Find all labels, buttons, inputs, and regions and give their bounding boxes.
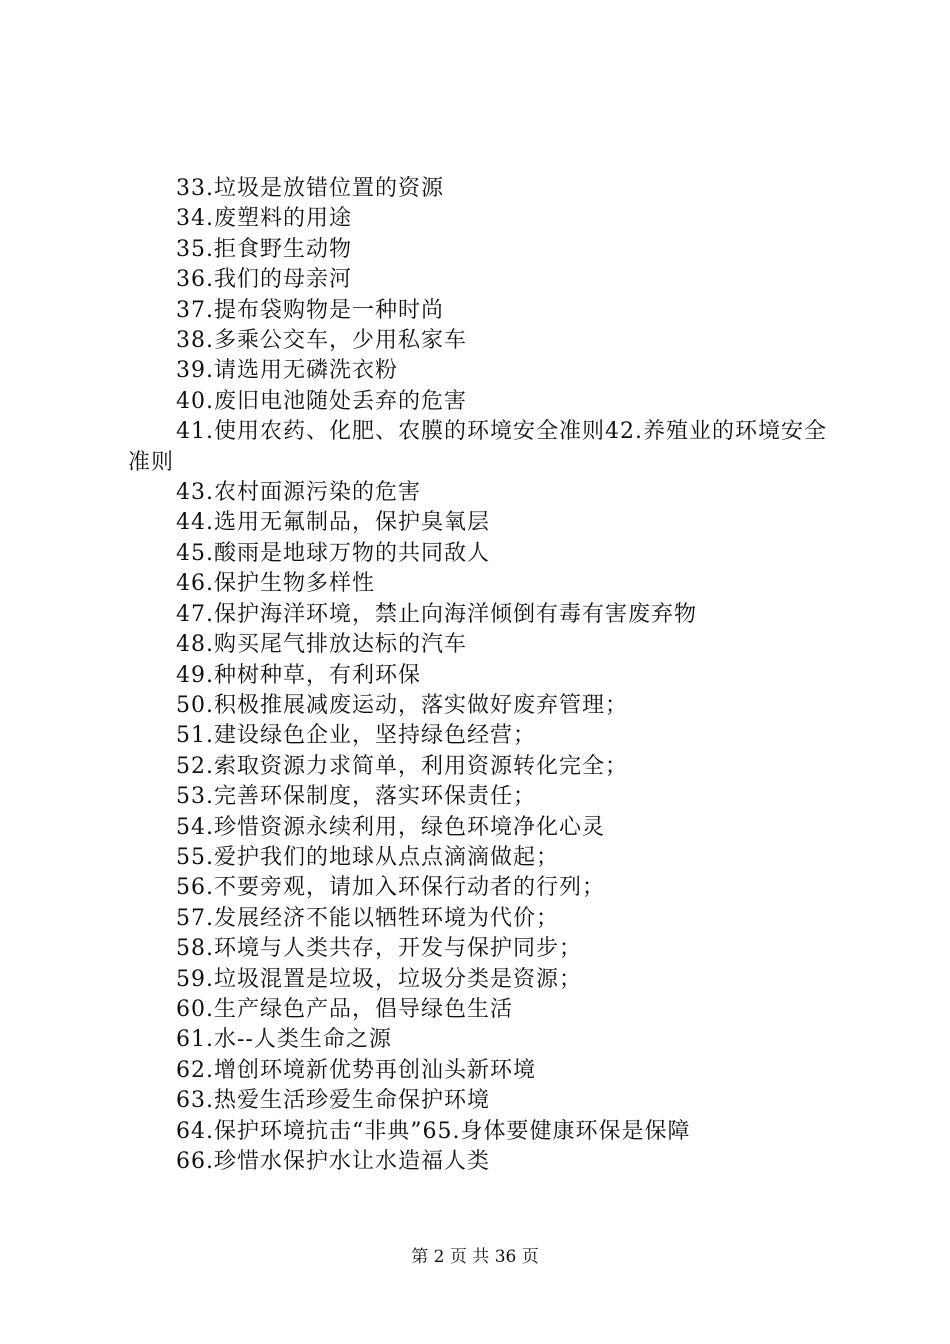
list-item: 40.废旧电池随处丢弃的危害: [176, 388, 467, 414]
list-item: 57.发展经济不能以牺牲环境为代价；: [176, 905, 559, 931]
list-item: 61.水--人类生命之源: [176, 1027, 392, 1053]
list-item: 38.多乘公交车，少用私家车: [176, 328, 467, 354]
list-item: 63.热爱生活珍爱生命保护环境: [176, 1088, 490, 1114]
document-body: [128, 174, 840, 1177]
list-item: 55.爱护我们的地球从点点滴滴做起；: [176, 844, 559, 870]
list-item: 33.垃圾是放错位置的资源: [176, 176, 444, 201]
list-item: 58.环境与人类共存，开发与保护同步；: [176, 936, 582, 962]
list-item: 46.保护生物多样性: [176, 571, 375, 597]
list-item: 34.废塑料的用途: [176, 206, 352, 232]
list-item: 45.酸雨是地球万物的共同敌人: [176, 540, 490, 566]
list-item: 36.我们的母亲河: [176, 267, 352, 293]
list-item: 66.珍惜水保护水让水造福人类: [176, 1149, 490, 1174]
list-item: 47.保护海洋环境，禁止向海洋倾倒有毒有害废弃物: [176, 601, 697, 627]
list-item: 39.请选用无磷洗衣粉: [176, 358, 398, 384]
list-item: 56.不要旁观，请加入环保行动者的行列；: [176, 875, 605, 901]
list-item: 52.索取资源力求简单，利用资源转化完全；: [176, 753, 628, 779]
list-item: 53.完善环保制度，落实环保责任；: [176, 784, 536, 810]
list-item: 49.种树种草，有利环保: [176, 662, 421, 688]
list-item: 51.建设绿色企业，坚持绿色经营；: [176, 723, 536, 749]
list-item: 48.购买尾气排放达标的汽车: [176, 632, 467, 658]
list-item: 35.拒食野生动物: [176, 236, 352, 262]
list-item: 64.保护环境抗击“非典”65.身体要健康环保是保障: [176, 1118, 691, 1144]
list-item: 54.珍惜资源永续利用，绿色环境净化心灵: [176, 814, 605, 840]
list-item: 44.选用无氟制品，保护臭氧层: [176, 510, 490, 536]
list-item: 50.积极推展减废运动，落实做好废弃管理；: [176, 692, 628, 718]
list-item: 41.使用农药、化肥、农膜的环境安全准则42.养殖业的环境安全准则: [128, 419, 827, 475]
list-item: 62.增创环境新优势再创汕头新环境: [176, 1057, 536, 1083]
list-item: 37.提布袋购物是一种时尚: [176, 297, 444, 323]
page-number-footer: 第 2 页 共 36 页: [411, 1247, 539, 1267]
list-item: 59.垃圾混置是垃圾，垃圾分类是资源；: [176, 966, 582, 992]
list-item: 43.农村面源污染的危害: [176, 480, 421, 506]
list-item: 60.生产绿色产品，倡导绿色生活: [176, 996, 513, 1022]
